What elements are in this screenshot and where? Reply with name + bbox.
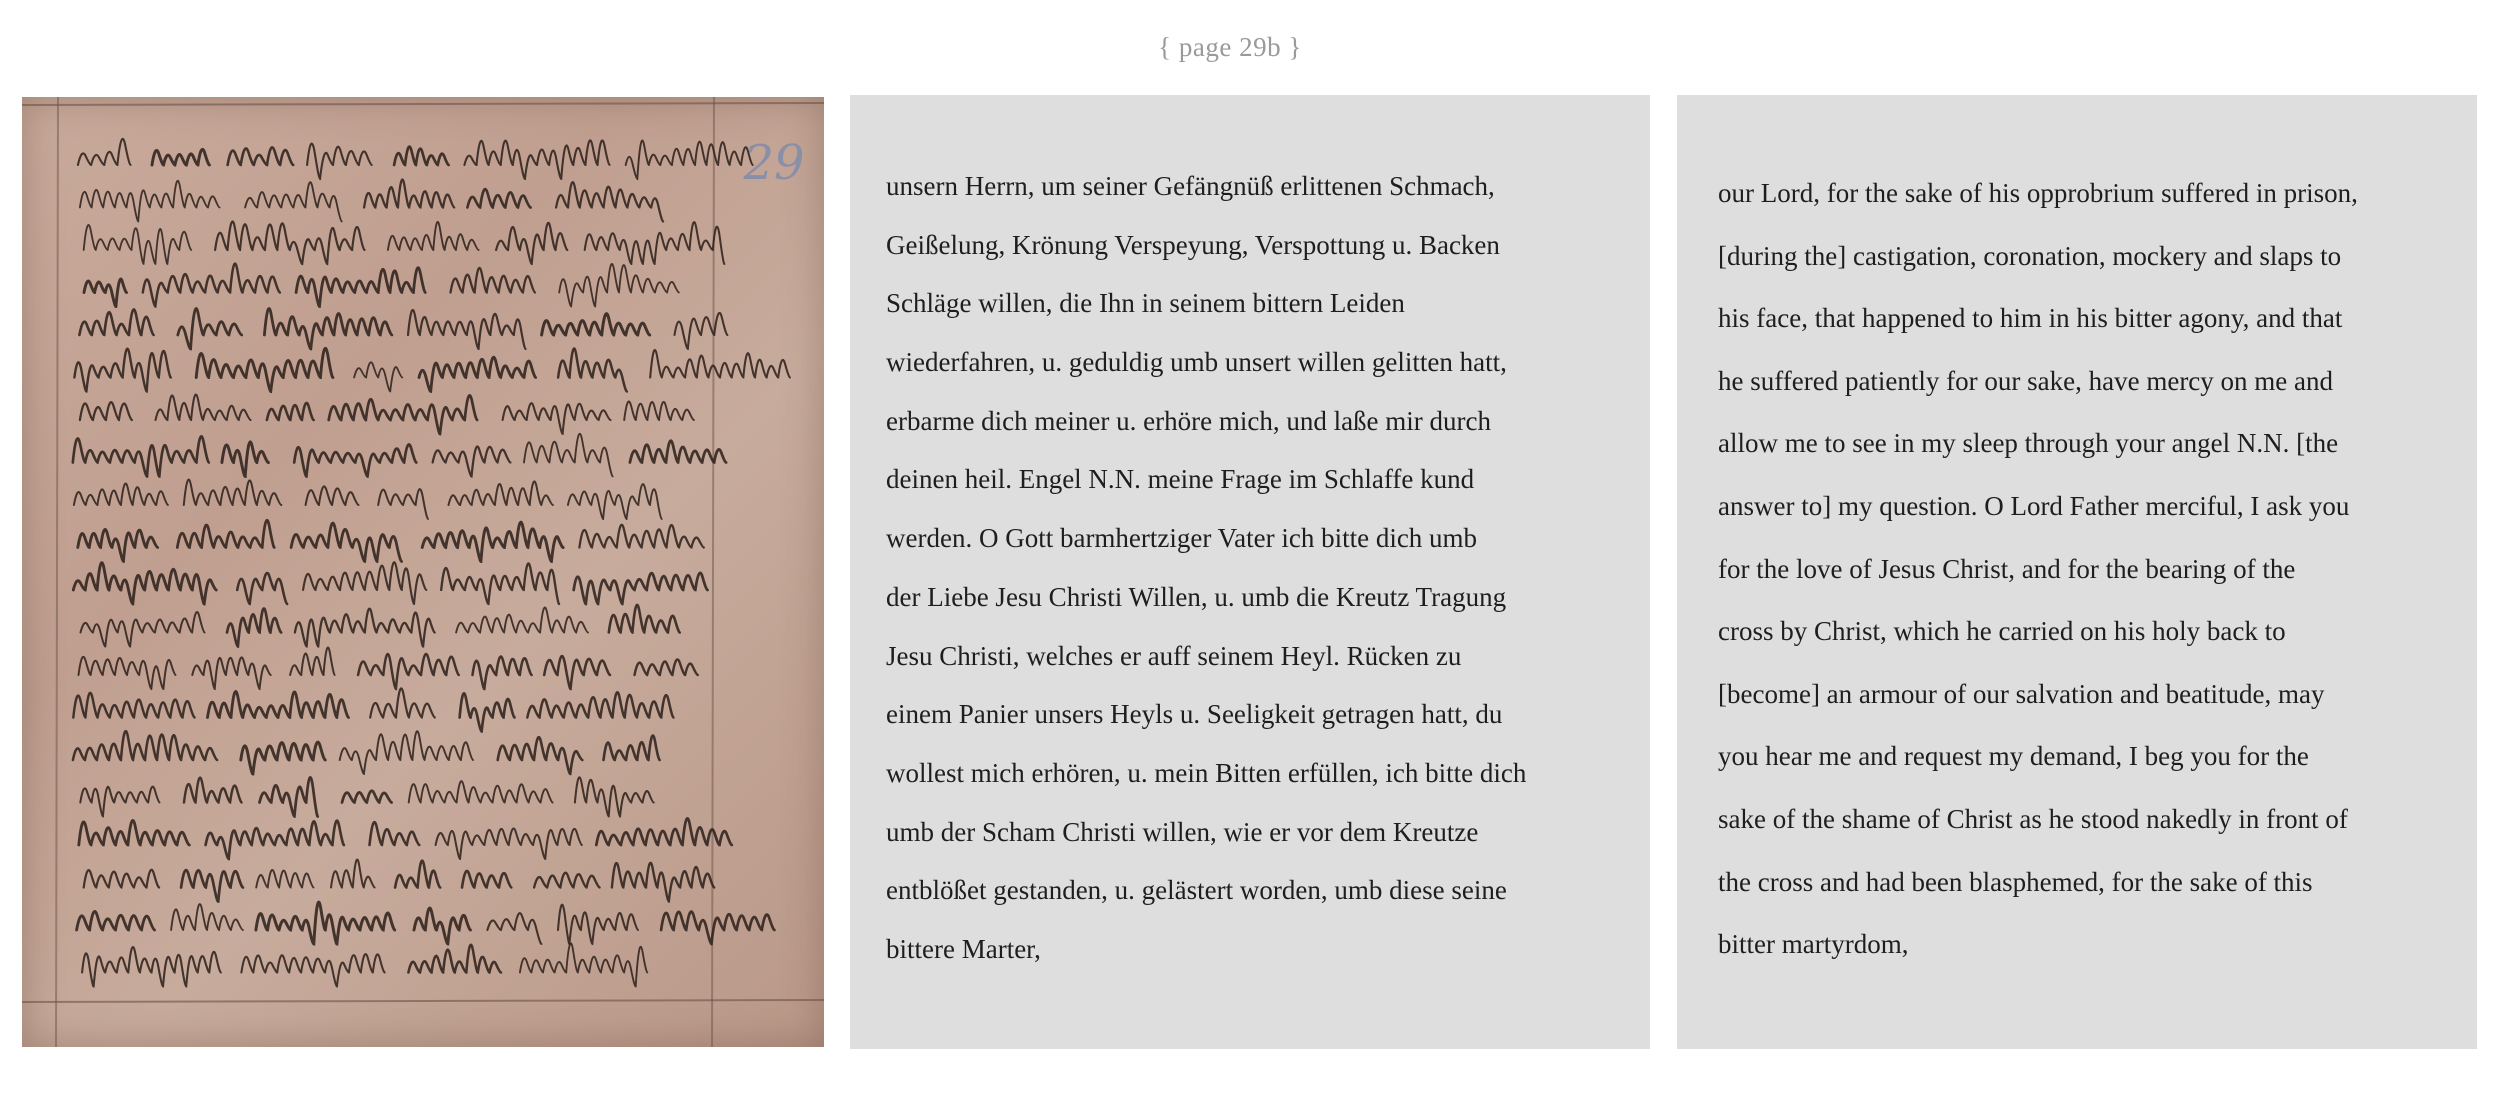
handwriting-stroke [630, 441, 726, 463]
handwriting-stroke [422, 522, 563, 561]
handwriting-stroke [408, 310, 526, 349]
handwriting-stroke [74, 349, 170, 392]
handwriting-stroke [290, 648, 335, 675]
handwriting-stroke [604, 736, 660, 760]
transcription-line: einem Panier unsers Heyls u. Seeligkeit getragen hatt, du [886, 699, 1503, 730]
transcription-panel [850, 95, 1650, 1049]
handwriting-stroke [542, 314, 650, 335]
handwriting-stroke [79, 309, 153, 335]
handwriting-stroke [462, 871, 511, 888]
handwriting-stroke [675, 313, 728, 349]
handwriting-stroke [245, 182, 342, 221]
handwriting-stroke [192, 657, 270, 689]
handwriting-stroke [575, 777, 654, 816]
handwriting-stroke [184, 480, 281, 505]
handwriting-stroke [84, 279, 127, 306]
transcription-line: Schläge willen, die Ihn in seinem bittern Leiden [886, 288, 1405, 319]
handwriting-stroke [624, 401, 694, 420]
handwriting-stroke [196, 348, 333, 391]
handwriting-stroke [208, 692, 349, 718]
handwriting-stroke [395, 861, 440, 888]
manuscript-image [22, 97, 824, 1047]
translation-line: you hear me and request my demand, I beg you for the [1718, 741, 2309, 772]
handwriting-stroke [264, 309, 392, 349]
handwriting-stroke [80, 181, 220, 222]
transcription-line: bittere Marter, [886, 933, 1041, 964]
handwriting-stroke [215, 221, 364, 264]
handwriting-stroke [650, 350, 790, 377]
transcription-line: wollest mich erhören, u. mein Bitten erfüllen, ich bitte dich [886, 757, 1527, 788]
handwriting-stroke [370, 822, 420, 845]
handwriting-stroke [568, 484, 662, 519]
handwriting-stroke [473, 657, 532, 689]
handwriting-scan [22, 97, 824, 1047]
handwriting-stroke [419, 357, 536, 391]
handwriting-stroke [222, 442, 269, 477]
transcription-text [886, 173, 1630, 995]
handwriting-stroke [73, 563, 216, 604]
handwriting-stroke [206, 821, 344, 859]
handwriting-stroke [291, 523, 402, 561]
handwriting-stroke [84, 225, 192, 264]
handwriting-stroke [534, 873, 600, 888]
translation-line: [during the] castigation, coronation, mockery and slaps to [1718, 240, 2342, 271]
handwriting-stroke [388, 222, 479, 250]
handwriting-stroke [241, 742, 325, 774]
handwriting-stroke [370, 688, 435, 717]
handwriting-stroke [78, 529, 158, 561]
handwriting-stroke [84, 870, 159, 888]
handwriting-stroke [181, 870, 243, 901]
handwriting-stroke [354, 362, 402, 391]
handwriting-stroke [612, 863, 714, 902]
translation-line: our Lord, for the sake of his opprobrium suffered in prison, [1718, 178, 2358, 208]
handwriting-stroke [559, 264, 679, 307]
handwriting-stroke [80, 787, 159, 817]
handwriting-stroke [414, 908, 470, 944]
translation-line: allow me to see in my sleep through your angel N.N. [the [1718, 428, 2339, 459]
transcription-line: erbarme dich meiner u. erhöre mich, und laße mir durch [886, 405, 1492, 436]
handwriting-stroke [303, 562, 426, 604]
handwriting-stroke [544, 656, 610, 689]
handwriting-stroke [256, 902, 395, 944]
handwriting-stroke [73, 693, 194, 718]
handwriting-stroke [237, 573, 287, 604]
translation-line: the cross and had been blasphemed, for the sake of this [1718, 866, 2313, 897]
handwriting-stroke [433, 447, 511, 477]
handwriting-stroke [256, 870, 313, 888]
handwriting-stroke [467, 189, 530, 207]
handwriting-stroke [460, 693, 515, 731]
handwriting-stroke [73, 731, 217, 760]
handwriting-stroke [527, 692, 673, 717]
handwriting-stroke [394, 147, 449, 165]
handwriting-stroke [267, 403, 314, 420]
handwriting-stroke [524, 434, 613, 477]
handwriting-stroke [294, 444, 416, 476]
translation-line: his face, that happened to him in his bitter agony, and that [1718, 303, 2343, 334]
handwriting-stroke [503, 403, 611, 434]
handwriting-stroke [441, 563, 559, 604]
folio-number: 29 [743, 135, 805, 191]
handwriting-stroke [496, 223, 567, 264]
handwriting-stroke [178, 309, 242, 349]
translation-line: sake of the shame of Christ as he stood nakedly in front of [1718, 803, 2348, 834]
handwriting-stroke [456, 607, 588, 632]
transcription-line: werden. O Gott barmhertziger Vater ich bitte dich umb [886, 523, 1478, 554]
handwriting-stroke [487, 913, 541, 944]
handwriting-stroke [585, 222, 725, 264]
handwriting-stroke [171, 904, 243, 930]
handwriting-stroke [73, 436, 209, 476]
handwriting-stroke [78, 139, 131, 165]
handwriting-stroke [307, 144, 372, 179]
handwriting-stroke [82, 947, 221, 986]
handwriting-stroke [296, 268, 425, 307]
handwriting-stroke [81, 612, 205, 646]
transcription-line: wiederfahren, u. geduldig umb unsert willen gelitten hatt, [886, 347, 1507, 378]
transcription-line: Geißelung, Krönung Verspeyung, Verspottung u. Backen [886, 229, 1500, 260]
handwriting-stroke [342, 791, 392, 803]
translation-line: cross by Christ, which he carried on his holy back to [1718, 616, 2286, 647]
handwriting-stroke [626, 140, 753, 179]
translation-line: [become] an armour of our salvation and beatitude, may [1718, 678, 2325, 709]
translation-line: for the love of Jesus Christ, and for the bearing of the [1718, 553, 2296, 584]
handwriting-stroke [152, 149, 209, 165]
handwriting-stroke [331, 860, 375, 888]
transcription-line: umb der Scham Christi willen, wie er vor dem Kreutze [886, 816, 1479, 847]
handwriting-stroke [449, 481, 553, 505]
handwriting-stroke [143, 264, 280, 307]
translation-line: answer to] my question. O Lord Father merciful, I ask you [1718, 490, 2350, 521]
handwriting-stroke [227, 609, 281, 647]
handwriting-stroke [295, 609, 435, 647]
handwriting-stroke [329, 395, 477, 434]
transcription-line: der Liebe Jesu Christi Willen, u. umb die Kreutz Tragung [886, 581, 1507, 612]
handwriting-stroke [80, 402, 132, 420]
translation-line: bitter martyrdom, [1718, 929, 1909, 960]
transcription-line: entblößet gestanden, u. gelästert worden, umb diese seine [886, 875, 1507, 906]
handwriting-stroke [558, 349, 627, 392]
handwriting-stroke [556, 182, 663, 221]
handwriting-stroke [409, 781, 553, 802]
handwriting-stroke [364, 180, 454, 208]
handwriting-stroke [184, 778, 242, 803]
handwriting-stroke [574, 573, 708, 604]
handwriting-stroke [451, 268, 535, 293]
handwriting-stroke [358, 654, 459, 689]
transcription-line: deinen heil. Engel N.N. meine Frage im Schlaffe kund [886, 464, 1475, 495]
handwriting-stroke [241, 954, 384, 986]
handwriting-stroke [260, 777, 318, 816]
handwriting-stroke [74, 483, 168, 505]
translation-line: he suffered patiently for our sake, have mercy on me and [1718, 365, 2334, 396]
handwriting-stroke [436, 828, 582, 859]
handwriting-stroke [408, 945, 501, 973]
transcription-line: Jesu Christi, welches er auff seinem Heyl. Rücken zu [886, 640, 1462, 671]
handwriting-stroke [177, 520, 274, 547]
handwriting-stroke [635, 659, 698, 675]
handwriting-stroke [661, 912, 774, 944]
handwriting-stroke [558, 905, 638, 944]
page-label: { page 29b } [1158, 32, 1302, 62]
handwriting-stroke [464, 140, 609, 179]
handwriting-stroke [79, 821, 190, 845]
handwriting-stroke [77, 911, 155, 930]
handwriting-stroke [378, 489, 428, 519]
handwriting-stroke [609, 605, 680, 633]
handwriting-stroke [228, 147, 294, 165]
handwriting-stroke [579, 525, 703, 548]
translation-text [1718, 180, 2457, 994]
handwriting-stroke [520, 943, 647, 986]
handwriting-stroke [306, 486, 359, 505]
transcription-line: unsern Herrn, um seiner Gefängnüß erlittenen Schmach, [886, 171, 1495, 201]
translation-panel [1677, 95, 2477, 1049]
handwriting-stroke [156, 395, 251, 420]
handwriting-stroke [79, 657, 176, 689]
handwriting-stroke [498, 737, 583, 774]
handwriting-stroke [340, 731, 473, 774]
